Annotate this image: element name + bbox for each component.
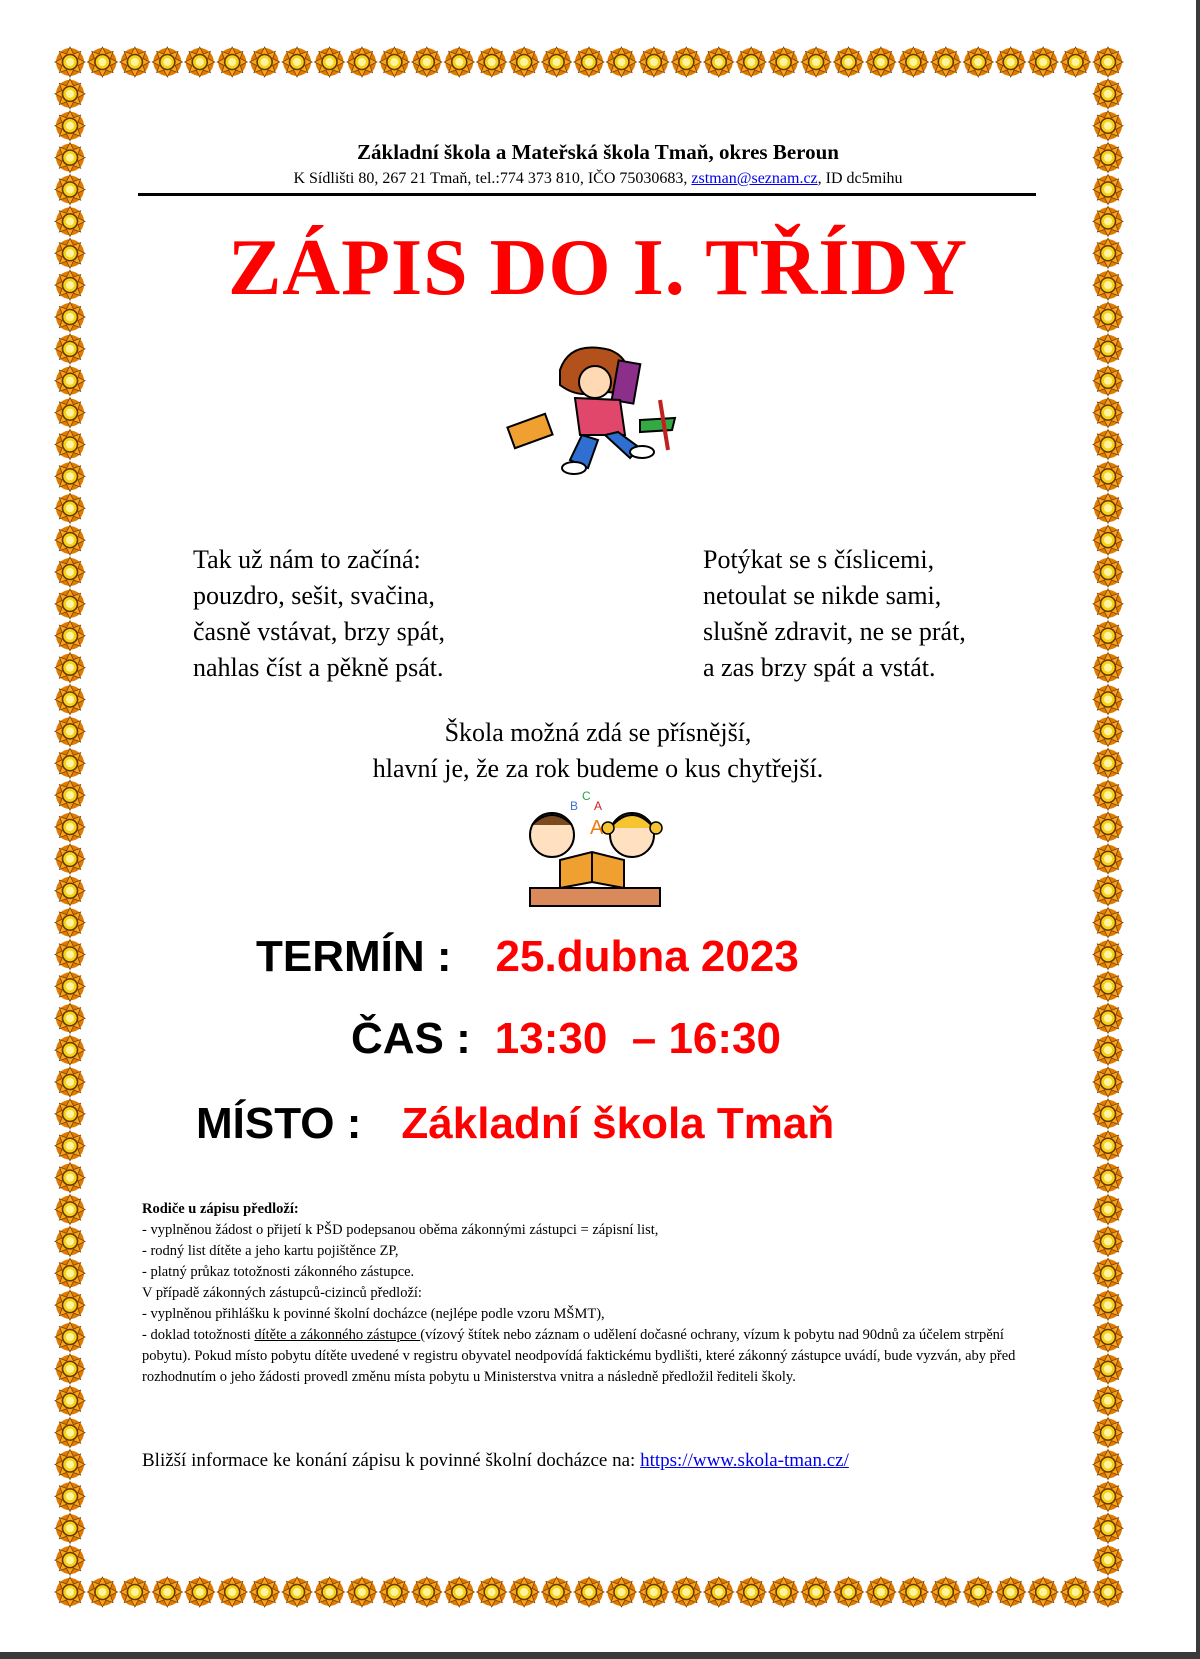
sunflower-icon [736, 1577, 766, 1607]
poem-line: a zas brzy spát a vstát. [703, 653, 936, 682]
sunflower-icon [1093, 1513, 1123, 1543]
sunflower-icon [1093, 1322, 1123, 1352]
sunflower-icon [1093, 334, 1123, 364]
sunflower-icon [1093, 1450, 1123, 1480]
sunflower-icon [834, 47, 864, 77]
sunflower-icon [185, 1577, 215, 1607]
sunflower-icon [55, 971, 85, 1001]
school-website-link[interactable]: https://www.skola-tman.cz/ [640, 1450, 849, 1471]
school-address [0, 170, 1196, 188]
address-prefix: K Sídlišti 80, 267 21 Tmaň, tel.:774 373 810, IČO 75030683, [293, 170, 692, 187]
sunflower-icon [898, 1577, 928, 1607]
sunflower-icon [1093, 111, 1123, 141]
sunflower-icon [931, 1577, 961, 1607]
sunflower-icon [55, 430, 85, 460]
sunflower-icon [55, 79, 85, 109]
sunflower-icon [250, 47, 280, 77]
poem-line: Potýkat se s číslicemi, [703, 545, 935, 574]
sunflower-icon [55, 461, 85, 491]
sunflower-icon [185, 47, 215, 77]
poem-line: Tak už nám to začíná: [193, 545, 421, 574]
floating-letter: B [570, 799, 579, 813]
sunflower-icon [1093, 971, 1123, 1001]
sunflower-icon [55, 1513, 85, 1543]
sunflower-icon [1093, 1386, 1123, 1416]
sunflower-icon [55, 589, 85, 619]
sunflower-icon [477, 1577, 507, 1607]
sunflower-icon [152, 1577, 182, 1607]
time-label: ČAS : [351, 1014, 471, 1063]
sunflower-icon [639, 47, 669, 77]
identity-prefix: - doklad totožnosti [142, 1327, 255, 1343]
sunflower-icon [87, 47, 117, 77]
sunflower-icon [1093, 1577, 1123, 1607]
sunflower-icon [769, 1577, 799, 1607]
sunflower-icon [1093, 1290, 1123, 1320]
sunflower-icon [1061, 1577, 1091, 1607]
sunflower-icon [1028, 1577, 1058, 1607]
sunflower-icon [55, 47, 85, 77]
sunflower-icon [282, 47, 312, 77]
sunflower-icon [1093, 430, 1123, 460]
sunflower-icon [1093, 1258, 1123, 1288]
sunflower-icon [55, 525, 85, 555]
sunflower-icon [1061, 47, 1091, 77]
sunflower-icon [963, 47, 993, 77]
requirements-heading: Rodiče u zápisu předloží: [142, 1201, 299, 1217]
sunflower-icon [55, 1003, 85, 1033]
sunflower-icon [1093, 461, 1123, 491]
sunflower-icon [55, 557, 85, 587]
sunflower-icon [217, 1577, 247, 1607]
sunflower-icon [671, 47, 701, 77]
sunflower-icon [1093, 525, 1123, 555]
sunflower-icon [1093, 1067, 1123, 1097]
sunflower-icon [1093, 79, 1123, 109]
sunflower-icon [315, 47, 345, 77]
identity-underlined: dítěte a zákonného zástupce [254, 1327, 421, 1343]
sunflower-icon [1093, 1481, 1123, 1511]
sunflower-icon [55, 1099, 85, 1129]
sunflower-icon [1093, 812, 1123, 842]
sunflower-icon [55, 1354, 85, 1384]
sunflower-icon [55, 1481, 85, 1511]
sunflower-icon [315, 1577, 345, 1607]
sunflower-icon [801, 1577, 831, 1607]
sunflower-icon [55, 621, 85, 651]
more-info-footer [142, 1450, 849, 1472]
sunflower-icon [1093, 653, 1123, 683]
sunflower-icon [509, 1577, 539, 1607]
poem-line: netoulat se nikde sami, [703, 581, 942, 610]
sunflower-icon [1093, 1226, 1123, 1256]
sunflower-icon [866, 47, 896, 77]
poem-line: hlavní je, že za rok budeme o kus chytřejší. [372, 754, 824, 783]
sunflower-icon [1093, 621, 1123, 651]
place-row [196, 1099, 835, 1148]
sunflower-icon [55, 1226, 85, 1256]
floating-letter: A [590, 817, 604, 839]
sunflower-icon [55, 1131, 85, 1161]
sunflower-icon [866, 1577, 896, 1607]
sunflower-icon [55, 1545, 85, 1575]
sunflower-icon [347, 1577, 377, 1607]
sunflower-icon [55, 1418, 85, 1448]
children-reading-clipart [510, 790, 680, 910]
sunflower-icon [704, 47, 734, 77]
sunflower-icon [542, 47, 572, 77]
sunflower-icon [55, 1067, 85, 1097]
sunflower-icon [55, 908, 85, 938]
sunflower-icon [55, 1195, 85, 1225]
sunflower-icon [379, 47, 409, 77]
poem-line: Škola možná zdá se přísnější, [444, 718, 752, 747]
sunflower-icon [931, 47, 961, 77]
sunflower-icon [152, 47, 182, 77]
requirement-item: - vyplněnou žádost o přijetí k PŠD podepsanou oběma zákonnými zástupci = zápisní list, [142, 1222, 659, 1238]
sunflower-icon [1093, 940, 1123, 970]
sunflower-icon [1093, 1035, 1123, 1065]
sunflower-icon [542, 1577, 572, 1607]
schoolgirl-running-clipart [500, 340, 690, 480]
sunflower-icon [55, 940, 85, 970]
sunflower-icon [574, 1577, 604, 1607]
parent-requirements [142, 1199, 1022, 1388]
sunflower-icon [1093, 47, 1123, 77]
floating-letter: A [594, 799, 603, 813]
foreign-heading: V případě zákonných zástupců-cizinců předloží: [142, 1285, 422, 1301]
sunflower-icon [639, 1577, 669, 1607]
sunflower-icon [1093, 398, 1123, 428]
sunflower-icon [1093, 1418, 1123, 1448]
sunflower-icon [1093, 876, 1123, 906]
requirement-item: - vyplněnou přihlášku k povinné školní docházce (nejlépe podle vzoru MŠMT), [142, 1306, 605, 1322]
email-link[interactable]: zstman@seznam.cz [691, 170, 818, 187]
sunflower-icon [412, 1577, 442, 1607]
sunflower-icon [1093, 685, 1123, 715]
sunflower-icon [801, 47, 831, 77]
sunflower-icon [55, 398, 85, 428]
sunflower-icon [606, 1577, 636, 1607]
sunflower-icon [347, 47, 377, 77]
sunflower-icon [1093, 1354, 1123, 1384]
poem-left-stanza [193, 542, 445, 686]
term-value: 25.dubna 2023 [495, 932, 799, 981]
sunflower-icon [1093, 493, 1123, 523]
sunflower-icon [996, 47, 1026, 77]
sunflower-icon [55, 1035, 85, 1065]
sunflower-icon [898, 47, 928, 77]
sunflower-icon [55, 493, 85, 523]
sunflower-icon [574, 47, 604, 77]
sunflower-icon [1093, 908, 1123, 938]
poem-line: slušně zdravit, ne se prát, [703, 617, 966, 646]
sunflower-icon [1093, 589, 1123, 619]
sunflower-icon [412, 47, 442, 77]
requirement-item: - platný průkaz totožnosti zákonného zástupce. [142, 1264, 415, 1280]
sunflower-icon [55, 876, 85, 906]
sunflower-icon [477, 47, 507, 77]
poem-closing-couplet [0, 715, 1196, 787]
sunflower-icon [444, 47, 474, 77]
sunflower-icon [250, 1577, 280, 1607]
sunflower-icon [704, 1577, 734, 1607]
sunflower-icon [55, 1577, 85, 1607]
sunflower-icon [671, 1577, 701, 1607]
sunflower-icon [963, 1577, 993, 1607]
sunflower-icon [1028, 47, 1058, 77]
sunflower-icon [55, 1386, 85, 1416]
sunflower-icon [120, 1577, 150, 1607]
place-label: MÍSTO : [196, 1099, 362, 1148]
sunflower-icon [379, 1577, 409, 1607]
poem-line: nahlas číst a pěkně psát. [193, 653, 444, 682]
school-name: Základní škola a Mateřská škola Tmaň, okres Beroun [357, 140, 839, 164]
page-title: ZÁPIS DO I. TŘÍDY [227, 224, 969, 312]
sunflower-icon [55, 1322, 85, 1352]
sunflower-icon [1093, 366, 1123, 396]
sunflower-icon [1093, 1545, 1123, 1575]
place-value: Základní škola Tmaň [401, 1099, 835, 1148]
term-row [256, 932, 799, 981]
sunflower-icon [769, 47, 799, 77]
sunflower-icon [444, 1577, 474, 1607]
sunflower-icon [996, 1577, 1026, 1607]
header-rule [138, 193, 1036, 196]
term-label: TERMÍN : [256, 932, 452, 981]
sunflower-icon [1093, 557, 1123, 587]
footer-text: Bližší informace ke konání zápisu k povinné školní docházce na: [142, 1450, 641, 1471]
sunflower-icon [55, 111, 85, 141]
identity-rest: (vízový štítek nebo záznam o udělení dočasné ochrany, vízum k pobytu nad 90dnů za účelem strpění pobytu). Pokud místo pobytu dítěte uvedené v registru obyvatel neodpovídá faktickému bydlišti, které zákonný zástupce uvádí, bude vyzván, aby před rozhodnutím o jeho žádosti provedl změnu místa pobytu u Ministerstva vnitra a následně předložil řediteli školy. [142, 1327, 1016, 1385]
sunflower-icon [1093, 1003, 1123, 1033]
time-row [351, 1014, 781, 1063]
poem-line: časně vstávat, brzy spát, [193, 617, 445, 646]
sunflower-icon [55, 685, 85, 715]
sunflower-icon [55, 1290, 85, 1320]
sunflower-icon [282, 1577, 312, 1607]
sunflower-icon [606, 47, 636, 77]
sunflower-icon [55, 334, 85, 364]
poem-right-stanza [703, 542, 966, 686]
sunflower-icon [55, 366, 85, 396]
sunflower-icon [55, 812, 85, 842]
sunflower-icon [55, 1450, 85, 1480]
requirement-item-identity [142, 1325, 1022, 1388]
sunflower-icon [87, 1577, 117, 1607]
requirement-item: - rodný list dítěte a jeho kartu pojištěnce ZP, [142, 1243, 399, 1259]
sunflower-icon [509, 47, 539, 77]
sunflower-icon [1093, 1163, 1123, 1193]
sunflower-icon [55, 1258, 85, 1288]
floating-letter: C [582, 790, 591, 803]
sunflower-icon [55, 1163, 85, 1193]
sunflower-icon [736, 47, 766, 77]
sunflower-icon [834, 1577, 864, 1607]
sunflower-icon [120, 47, 150, 77]
sunflower-icon [1093, 1099, 1123, 1129]
poem-line: pouzdro, sešit, svačina, [193, 581, 435, 610]
sunflower-icon [55, 844, 85, 874]
time-value: 13:30 – 16:30 [494, 1014, 781, 1063]
sunflower-icon [217, 47, 247, 77]
address-suffix: , ID dc5mihu [817, 170, 903, 187]
sunflower-icon [1093, 1195, 1123, 1225]
sunflower-icon [1093, 1131, 1123, 1161]
sunflower-icon [1093, 844, 1123, 874]
sunflower-icon [55, 653, 85, 683]
